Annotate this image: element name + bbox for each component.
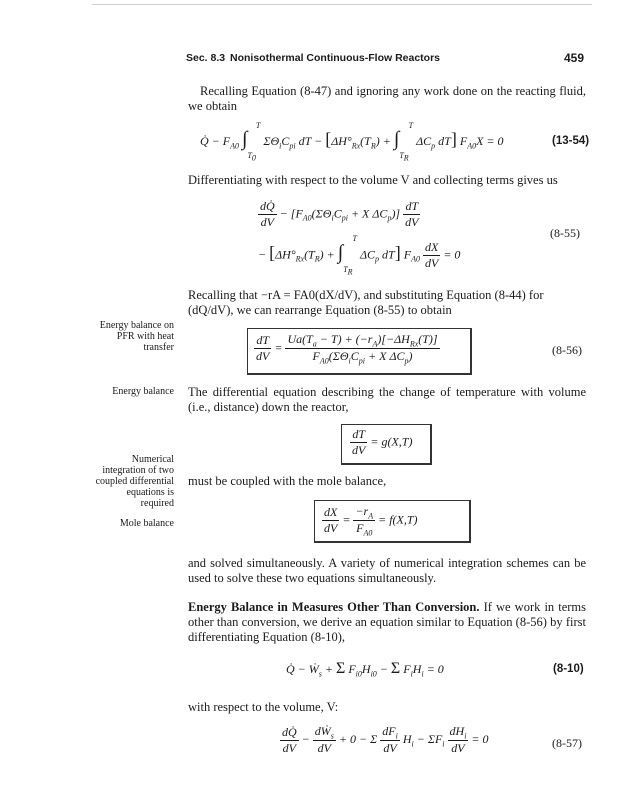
paragraph-4: The differential equation describing the change of temperature with volume (i.e., distance) down the reactor, xyxy=(188,385,586,414)
equation-g: $\frac{dT}{dV}$ = g(X,T) xyxy=(352,427,413,457)
paragraph-7 xyxy=(188,600,586,645)
section-label: Sec. 8.3 xyxy=(186,52,226,64)
paragraph-1: Recalling Equation (8-47) and ignoring any work done on the reacting fluid, we obtain xyxy=(188,84,586,113)
equation-8-10: Q̇ − Ẇ$_s$ + Σ $F_{i0}H_{i0} - \Sigma$ $F_iH_i = 0$ xyxy=(286,660,444,679)
paragraph-3a: Recalling that −rA = FA0(dX/dV), and substituting Equation (8-44) for xyxy=(188,288,544,302)
margin-line: integration of two xyxy=(102,465,174,476)
margin-line: required xyxy=(140,498,174,509)
paragraph-7-body: If we work in terms other than conversion, we derive an equation similar to Equation (8-56) by first differentiating Equation (8-10), xyxy=(188,600,587,644)
equation-f: $\frac{dX}{dV}$ = $\frac{-r_A}{F_{A0}}$ = f(X,T) xyxy=(324,504,418,538)
equation-8-55-line-2: − [$\Delta H^\circ_{Rx}(T_R) + \int_{T_R}^T$ $\Delta C_p$ dT] $F_{A0}$ $\frac{dX}{dV}$ = 0 xyxy=(258,234,461,277)
equation-number-8-57: (8-57) xyxy=(552,736,582,750)
page-number: 459 xyxy=(563,51,584,65)
margin-note-energy-balance-pfr xyxy=(74,320,174,353)
paragraph-8: with respect to the volume, V: xyxy=(188,700,339,714)
equation-number-8-55: (8-55) xyxy=(550,226,580,240)
top-rule xyxy=(92,4,592,5)
paragraph-7-heading: Energy Balance in Measures Other Than Conversion. xyxy=(188,600,480,614)
paragraph-5: must be coupled with the mole balance, xyxy=(188,474,387,488)
section-title: Nonisothermal Continuous-Flow Reactors xyxy=(230,52,441,64)
equation-number-8-10: (8-10) xyxy=(553,663,584,675)
margin-line: Numerical xyxy=(131,454,174,465)
paragraph-6: and solved simultaneously. A variety of numerical integration schemes can be used to solve these two equations simultaneously. xyxy=(188,556,586,585)
equation-8-57: $\frac{dQ̇}{dV}$ − $\frac{dẆ_s}{dV}$ + 0 − Σ $\frac{dF_i}{dV}$ $H_i - \Sigma F_i$ $\frac{dH_i}{dV}$ = 0 xyxy=(282,724,489,756)
margin-line: PFR with heat xyxy=(116,331,174,342)
paragraph-3b: (dQ/dV), we can rearrange Equation (8-55) to obtain xyxy=(188,303,452,317)
margin-note-energy-balance: Energy balance xyxy=(112,386,174,397)
margin-line: transfer xyxy=(143,342,174,353)
running-header xyxy=(186,52,584,68)
paragraph-2: Differentiating with respect to the volume V and collecting terms gives us xyxy=(188,173,558,187)
equation-number-13-54: (13-54) xyxy=(552,135,590,147)
equation-13-54: Q̇ − $F_{A0}$ $\int_{T_0}^T$ $\Sigma\Theta_iC_{pi}$ dT − [$\Delta H^\circ_{Rx}(T_R) + \int_{T_R}^T$ $\Delta C_p$ dT] $F_{A0}X = 0$ xyxy=(200,121,504,163)
equation-8-55-line-1: $\frac{dQ̇}{dV}$ − [$F_{A0}(\Sigma\Theta_iC_{pi} + X$ $\Delta C_p$)] $\frac{dT}{dV}$ xyxy=(260,199,419,229)
margin-line: Energy balance on xyxy=(99,320,174,331)
margin-note-numerical xyxy=(74,454,174,509)
margin-line: coupled differential xyxy=(95,476,174,487)
margin-line: equations is xyxy=(126,487,174,498)
equation-8-56: $\frac{dT}{dV}$ = $\frac{Ua(T_a - T) + (-r_A)[-\Delta H_{Rx}(T)]}{F_{A0}(\Sigma\Theta_iC_{pi} + X \Delta C_p)}$ xyxy=(256,332,438,366)
margin-note-mole-balance: Mole balance xyxy=(119,518,174,529)
equation-number-8-56: (8-56) xyxy=(552,343,582,357)
